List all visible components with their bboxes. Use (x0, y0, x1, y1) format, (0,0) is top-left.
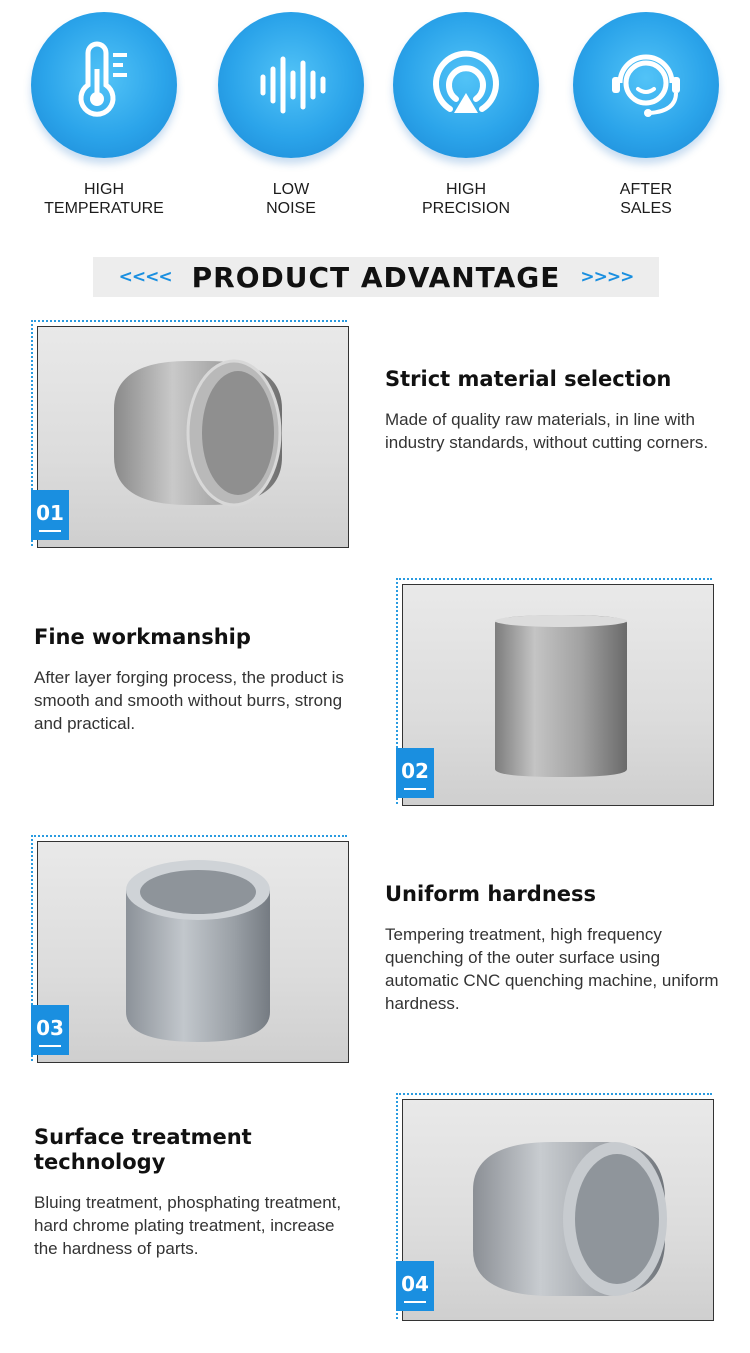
number-badge: 04 (396, 1261, 434, 1311)
feature-circle (31, 12, 177, 158)
number-badge: 03 (31, 1005, 69, 1055)
feature-after-sales (571, 12, 721, 218)
feature-label-line1: HIGH (84, 181, 124, 198)
left-arrows-icon: <<<< (118, 267, 172, 287)
advantage-text-4 (34, 1125, 354, 1260)
feature-label (571, 180, 721, 218)
product-photo (402, 584, 714, 806)
number-badge: 02 (396, 748, 434, 798)
section-title: PRODUCT ADVANTAGE (191, 260, 561, 294)
feature-label-line2: NOISE (266, 200, 316, 217)
headset-icon (600, 39, 692, 131)
advantage-description: Made of quality raw materials, in line with industry standards, without cutting corners. (385, 410, 709, 452)
feature-high-precision (391, 12, 541, 218)
feature-circle (573, 12, 719, 158)
feature-label-line1: HIGH (446, 181, 486, 198)
product-photo (402, 1099, 714, 1321)
advantage-title: Strict material selection (385, 367, 672, 391)
feature-label-line2: TEMPERATURE (44, 200, 164, 217)
advantage-title: Fine workmanship (34, 625, 251, 649)
advantage-text-3 (385, 882, 730, 1015)
advantage-card-4 (396, 1093, 714, 1321)
advantage-description: After layer forging process, the product is smooth and smooth without burrs, strong and practical. (34, 668, 344, 733)
right-arrows-icon: >>>> (580, 267, 634, 287)
feature-label (216, 180, 366, 218)
feature-label-line1: LOW (272, 181, 310, 198)
number-badge: 01 (31, 490, 69, 540)
feature-label-line2: SALES (620, 200, 672, 217)
advantage-card-2 (396, 578, 714, 806)
feature-circle (393, 12, 539, 158)
advantage-description: Tempering treatment, high frequency quenching of the outer surface using automatic CNC quenching machine, uniform hardness. (385, 925, 719, 1013)
advantage-card-1 (31, 320, 349, 548)
thermometer-icon (58, 39, 150, 131)
feature-label (391, 180, 541, 218)
advantage-title: Surface treatment technology (34, 1125, 252, 1174)
advantage-text-1 (385, 367, 730, 454)
feature-circle (218, 12, 364, 158)
feature-label-line1: AFTER (619, 181, 673, 198)
sound-wave-icon (245, 39, 337, 131)
target-icon (420, 39, 512, 131)
feature-label-line2: PRECISION (421, 200, 510, 217)
section-banner (93, 257, 659, 297)
product-photo (37, 326, 349, 548)
feature-low-noise (216, 12, 366, 218)
advantage-title: Uniform hardness (385, 882, 597, 906)
feature-label (29, 180, 179, 218)
advantage-card-3 (31, 835, 349, 1063)
advantage-description: Bluing treatment, phosphating treatment, hard chrome plating treatment, increase the hardness of parts. (34, 1193, 342, 1258)
feature-high-temperature (29, 12, 179, 218)
product-photo (37, 841, 349, 1063)
advantage-text-2 (34, 625, 364, 735)
